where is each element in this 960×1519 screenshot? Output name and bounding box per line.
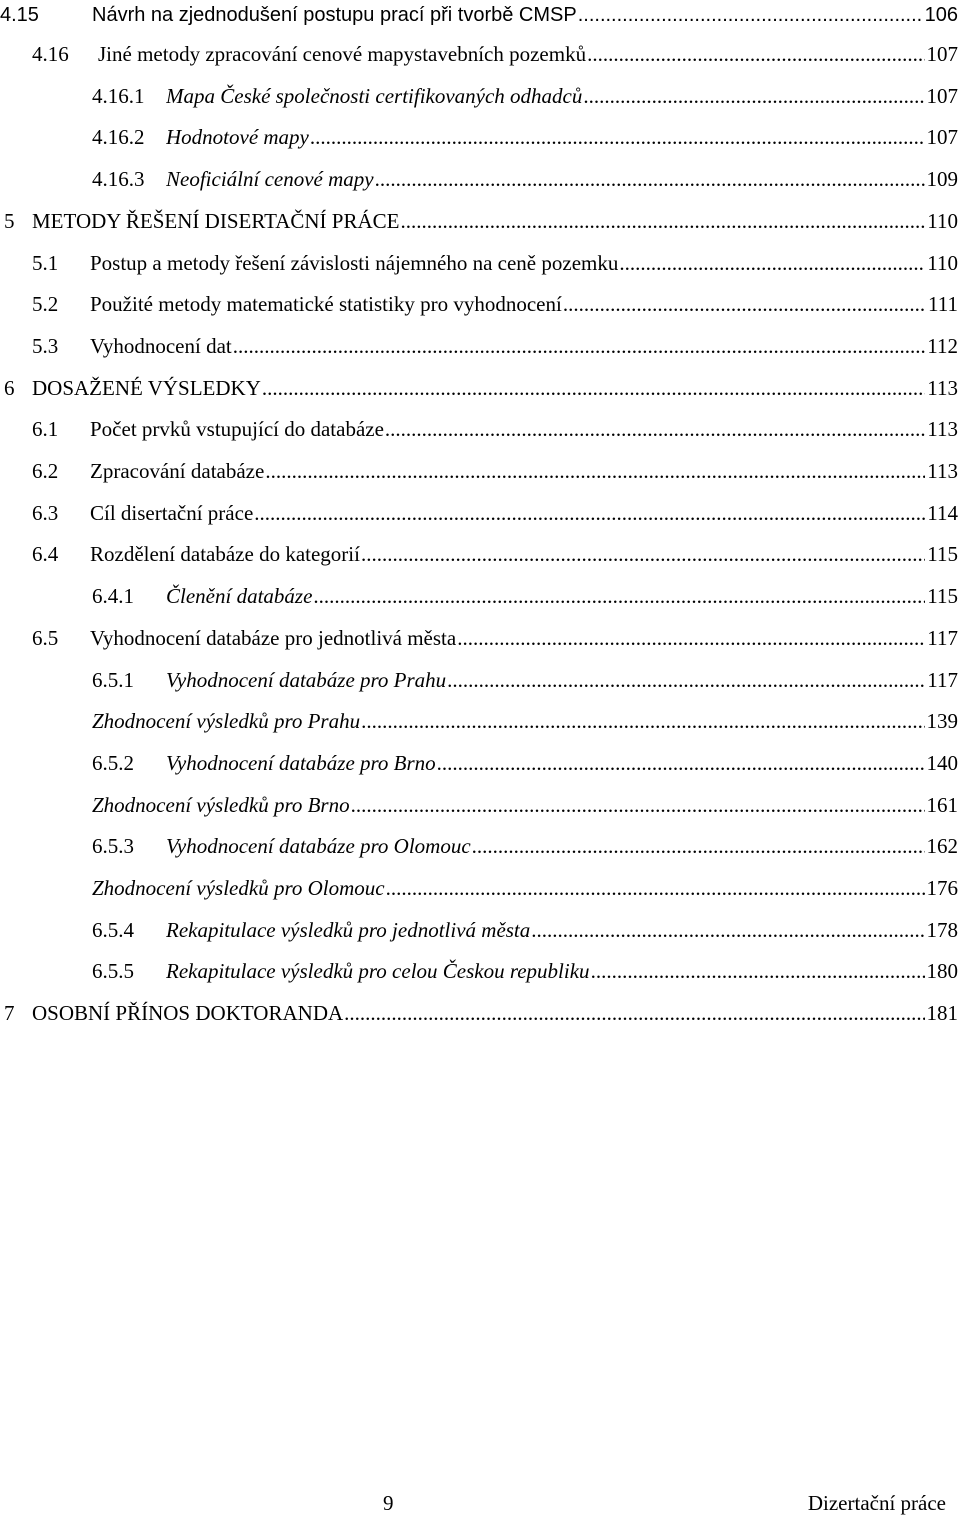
toc-entry[interactable] — [0, 39, 958, 69]
toc-leader-dots — [233, 331, 926, 361]
toc-entry[interactable] — [0, 998, 958, 1028]
toc-entry[interactable] — [0, 831, 958, 861]
toc-entry-number: 6.4.1 — [92, 584, 134, 608]
toc-entry-page: 107 — [926, 125, 958, 149]
toc-entry[interactable] — [0, 206, 958, 236]
toc-entry-page: 114 — [927, 501, 958, 525]
toc-leader-dots — [591, 956, 925, 986]
toc-leader-dots — [351, 790, 925, 820]
toc-entry-number: 6.4 — [32, 542, 59, 566]
toc-entry-number: 5 — [4, 209, 15, 233]
toc-entry-title: Hodnotové mapy — [166, 125, 309, 149]
toc-entry[interactable] — [0, 665, 958, 695]
toc-entry-number: 4.16.3 — [92, 167, 145, 191]
toc-entry-page: 111 — [928, 292, 958, 316]
toc-leader-dots — [385, 414, 925, 444]
toc-entry-number: 6.5.4 — [92, 918, 134, 942]
toc-leader-dots — [472, 831, 925, 861]
toc-leader-dots — [344, 998, 924, 1028]
footer-page-number: 9 — [383, 1491, 394, 1515]
toc-entry-title: Zhodnocení výsledků pro Brno — [92, 793, 350, 817]
toc-entry[interactable] — [0, 748, 958, 778]
toc-entry-title: METODY ŘEŠENÍ DISERTAČNÍ PRÁCE — [32, 209, 400, 233]
toc-entry[interactable] — [0, 623, 958, 653]
toc-leader-dots — [437, 748, 925, 778]
toc-entry[interactable] — [0, 248, 958, 278]
toc-entry-page: 181 — [926, 1001, 958, 1025]
toc-leader-dots — [265, 456, 925, 486]
toc-entry-title: Postup a metody řešení závislosti nájemného na ceně pozemku — [90, 251, 619, 275]
toc-entry[interactable] — [0, 81, 958, 111]
toc-entry[interactable] — [0, 581, 958, 611]
toc-entry-page: 107 — [926, 42, 958, 66]
toc-leader-dots — [531, 915, 924, 945]
toc-leader-dots — [375, 164, 925, 194]
toc-entry-title: Zhodnocení výsledků pro Prahu — [92, 709, 361, 733]
toc-entry-page: 107 — [926, 84, 958, 108]
toc-entry-title: Použité metody matematické statistiky pro vyhodnocení — [90, 292, 562, 316]
toc-entry-page: 139 — [926, 709, 958, 733]
toc-entry-title: Neoficiální cenové mapy — [166, 167, 374, 191]
toc-entry-title: Vyhodnocení dat — [90, 334, 232, 358]
toc-leader-dots — [447, 665, 925, 695]
toc-entry-page: 112 — [927, 334, 958, 358]
toc-leader-dots — [457, 623, 925, 653]
toc-entry-page: 106 — [924, 4, 958, 26]
toc-entry-number: 6.5.2 — [92, 751, 134, 775]
toc-entry-page: 110 — [927, 209, 958, 233]
toc-entry-number: 7 — [4, 1001, 15, 1025]
toc-entry[interactable] — [0, 539, 958, 569]
toc-entry-number: 4.15 — [0, 4, 39, 26]
toc-entry-page: 113 — [927, 459, 958, 483]
toc-entry-page: 115 — [927, 542, 958, 566]
toc-entry-page: 113 — [927, 376, 958, 400]
toc-entry-title: Mapa České společnosti certifikovaných odhadců — [166, 84, 583, 108]
toc-entry-title: Počet prvků vstupující do databáze — [90, 417, 384, 441]
toc-entry-number: 5.1 — [32, 251, 59, 275]
toc-entry-page: 117 — [927, 626, 958, 650]
toc-entry-page: 161 — [926, 793, 958, 817]
toc-entry-number: 4.16.1 — [92, 84, 145, 108]
toc-entry[interactable] — [0, 456, 958, 486]
toc-entry-title: Zhodnocení výsledků pro Olomouc — [92, 876, 385, 900]
toc-entry-title: Cíl disertační práce — [90, 501, 254, 525]
toc-entry-title: Zpracování databáze — [90, 459, 265, 483]
toc-entry-title: Rekapitulace výsledků pro celou Českou republiku — [166, 959, 590, 983]
toc-entry-page: 140 — [926, 751, 958, 775]
toc-entry[interactable] — [0, 0, 958, 30]
toc-entry[interactable] — [0, 289, 958, 319]
toc-leader-dots — [310, 122, 925, 152]
toc-entry-number: 5.2 — [32, 292, 59, 316]
toc-entry-title: Vyhodnocení databáze pro jednotlivá města — [90, 626, 457, 650]
toc-entry-number: 4.16 — [32, 42, 69, 66]
toc-leader-dots — [587, 39, 924, 69]
toc-entry-number: 5.3 — [32, 334, 59, 358]
toc-entry-number: 6.2 — [32, 459, 59, 483]
toc-entry[interactable] — [0, 915, 958, 945]
toc-entry-title: Rekapitulace výsledků pro jednotlivá města — [166, 918, 531, 942]
toc-entry-page: 109 — [926, 167, 958, 191]
toc-entry[interactable] — [0, 331, 958, 361]
toc-leader-dots — [361, 539, 925, 569]
toc-entry[interactable] — [0, 790, 958, 820]
toc-entry[interactable] — [0, 873, 958, 903]
toc-entry[interactable] — [0, 414, 958, 444]
toc-entry-title: OSOBNÍ PŘÍNOS DOKTORANDA — [32, 1001, 344, 1025]
toc-leader-dots — [401, 206, 926, 236]
toc-entry-number: 6.5.3 — [92, 834, 134, 858]
toc-entry-title: Vyhodnocení databáze pro Brno — [166, 751, 436, 775]
toc-leader-dots — [578, 0, 923, 30]
toc-leader-dots — [262, 373, 925, 403]
toc-entry[interactable] — [0, 373, 958, 403]
toc-entry-page: 113 — [927, 417, 958, 441]
toc-entry[interactable] — [0, 122, 958, 152]
toc-entry-title: Rozdělení databáze do kategorií — [90, 542, 360, 566]
toc-leader-dots — [619, 248, 925, 278]
toc-entry-number: 6.5 — [32, 626, 59, 650]
toc-leader-dots — [386, 873, 925, 903]
toc-entry-number: 4.16.2 — [92, 125, 145, 149]
toc-entry-page: 178 — [926, 918, 958, 942]
toc-entry-title: DOSAŽENÉ VÝSLEDKY — [32, 376, 261, 400]
toc-entry-page: 162 — [926, 834, 958, 858]
toc-leader-dots — [563, 289, 926, 319]
toc-entry[interactable] — [0, 706, 958, 736]
toc-leader-dots — [361, 706, 924, 736]
toc-entry-number: 6.3 — [32, 501, 59, 525]
toc-entry-title: Jiné metody zpracování cenové mapystavebních pozemků — [98, 42, 587, 66]
toc-entry-title: Vyhodnocení databáze pro Olomouc — [166, 834, 471, 858]
toc-entry-number: 6.5.1 — [92, 668, 134, 692]
page-footer — [0, 1488, 960, 1518]
toc-entry-title: Vyhodnocení databáze pro Prahu — [166, 668, 447, 692]
toc-entry-page: 115 — [927, 584, 958, 608]
toc-entry-page: 110 — [927, 251, 958, 275]
toc-entry-title: Návrh na zjednodušení postupu prací při tvorbě CMSP — [92, 4, 577, 26]
footer-document-title: Dizertační práce — [807, 1491, 946, 1515]
toc-entry-page: 180 — [926, 959, 958, 983]
toc-entry-page: 176 — [926, 876, 958, 900]
toc-entry-page: 117 — [927, 668, 958, 692]
toc-entry-number: 6.5.5 — [92, 959, 134, 983]
toc-entry[interactable] — [0, 164, 958, 194]
toc-entry-number: 6.1 — [32, 417, 59, 441]
toc-entry[interactable] — [0, 498, 958, 528]
toc-leader-dots — [583, 81, 924, 111]
toc-leader-dots — [254, 498, 925, 528]
toc-entry[interactable] — [0, 956, 958, 986]
toc-leader-dots — [313, 581, 925, 611]
toc-entry-number: 6 — [4, 376, 15, 400]
toc-entry-title: Členění databáze — [166, 584, 313, 608]
